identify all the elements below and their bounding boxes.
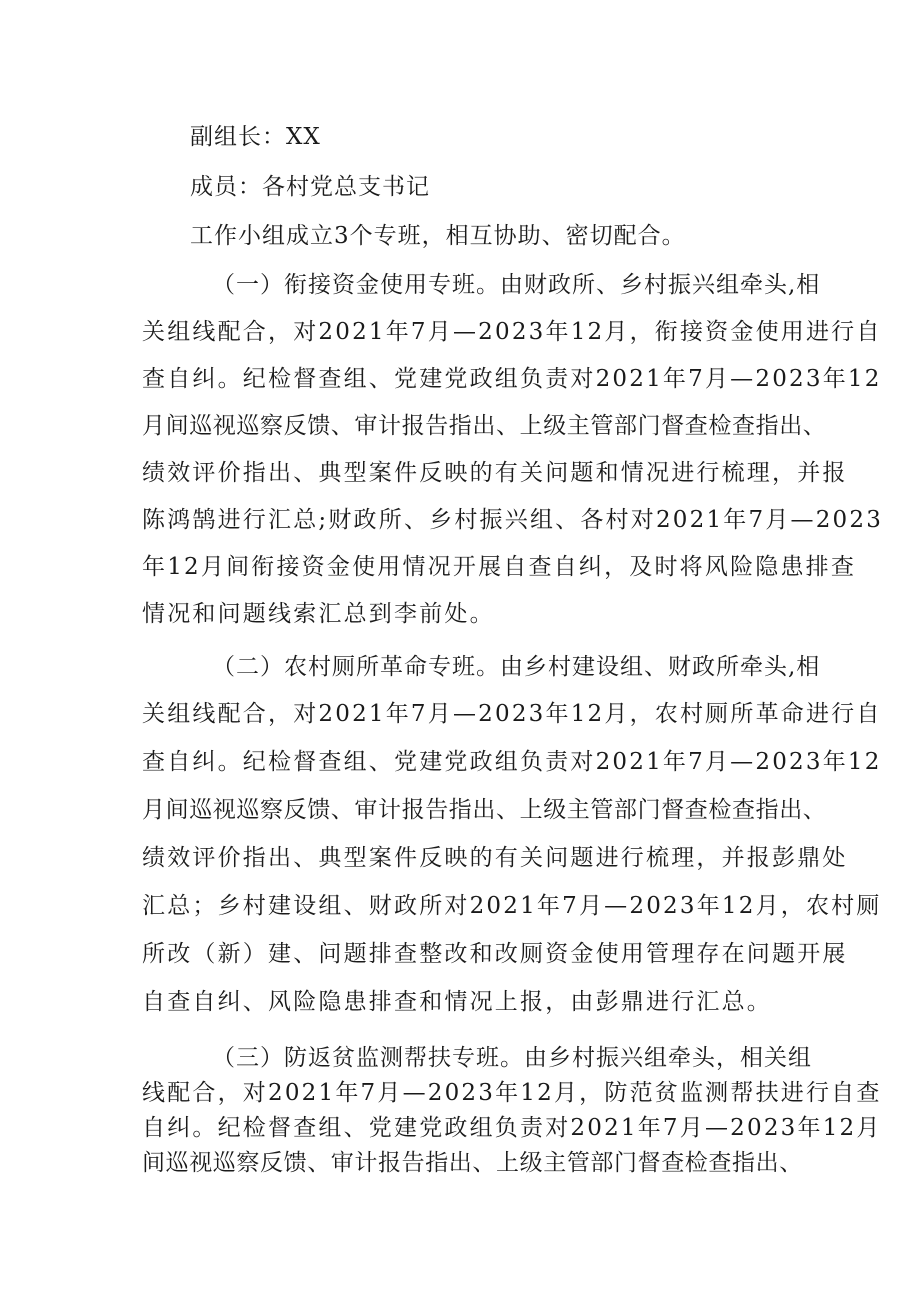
members-line: 成员：各村党总支书记 [190, 174, 430, 200]
section-1-line: 月间巡视巡察反馈、审计报告指出、上级主管部门督查检查指出、 [142, 413, 827, 439]
section-2-line: 所改（新）建、问题排查整改和改厕资金使用管理存在问题开展 [142, 941, 848, 967]
section-3-line: 间巡视巡察反馈、审计报告指出、上级主管部门督查检查指出、 [142, 1150, 803, 1176]
section-2-line: 自查自纠、风险隐患排查和情况上报，由彭鼎进行汇总。 [142, 989, 772, 1015]
section-3-line: 线配合，对2021年7月—2023年12月，防范贫监测帮扶进行自查 [142, 1080, 882, 1106]
section-2-line: 查自纠。纪检督查组、党建党政组负责对2021年7月—2023年12 [142, 749, 882, 775]
section-1-line: 绩效评价指出、典型案件反映的有关问题和情况进行梳理，并报 [142, 460, 848, 486]
section-2-line: 汇总；乡村建设组、财政所对2021年7月—2023年12月，农村厕 [142, 893, 882, 919]
section-1-heading-line: （一）衔接资金使用专班。由财政所、乡村振兴组牵头,相 [212, 272, 821, 298]
section-2-line: 绩效评价指出、典型案件反映的有关问题进行梳理，并报彭鼎处 [142, 845, 848, 871]
section-2-heading-line: （二）农村厕所革命专班。由乡村建设组、财政所牵头,相 [212, 654, 821, 680]
section-2-line: 关组线配合，对2021年7月—2023年12月，农村厕所革命进行自 [142, 701, 882, 727]
section-1-line: 查自纠。纪检督查组、党建党政组负责对2021年7月—2023年12 [142, 366, 882, 392]
section-3-line: 自纠。纪检督查组、党建党政组负责对2021年7月—2023年12月 [142, 1115, 882, 1141]
section-1-line: 关组线配合，对2021年7月—2023年12月，衔接资金使用进行自 [142, 319, 882, 345]
section-1-line: 年12月间衔接资金使用情况开展自查自纠，及时将风险隐患排查 [142, 554, 857, 580]
deputy-leader-line: 副组长：XX [190, 124, 321, 150]
section-2-line: 月间巡视巡察反馈、审计报告指出、上级主管部门督查检查指出、 [142, 797, 827, 823]
section-1-line: 情况和问题线索汇总到李前处。 [142, 601, 495, 627]
section-1-line: 陈鸿鹄进行汇总;财政所、乡村振兴组、各村对2021年7月—2023 [142, 507, 884, 533]
section-3-heading-line: （三）防返贫监测帮扶专班。由乡村振兴组牵头，相关组 [212, 1045, 812, 1071]
workgroup-intro-line: 工作小组成立3个专班，相互协助、密切配合。 [190, 223, 686, 249]
